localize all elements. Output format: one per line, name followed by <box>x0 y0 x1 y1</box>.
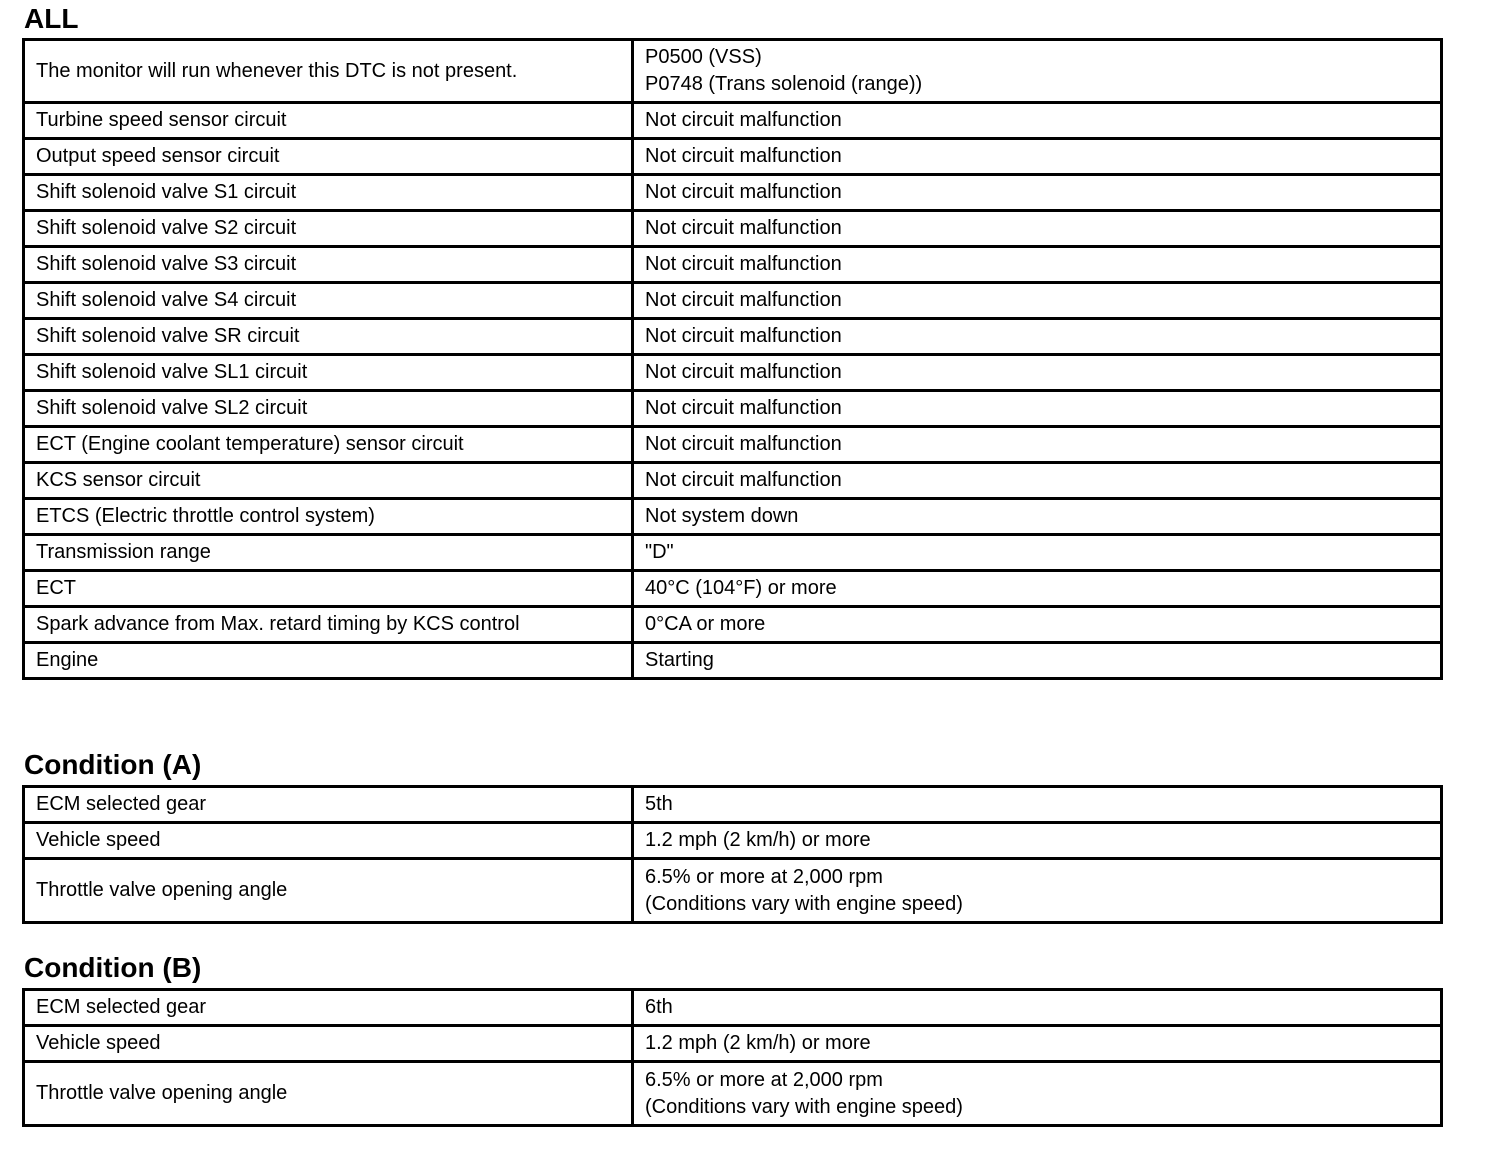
condition-value-line: 6th <box>645 996 673 1018</box>
condition-value <box>633 283 1442 319</box>
condition-label: Shift solenoid valve S1 circuit <box>24 175 633 211</box>
condition-label: Throttle valve opening angle <box>24 859 633 923</box>
condition-value-line: P0500 (VSS) <box>645 46 762 68</box>
condition-value-line: (Conditions vary with engine speed) <box>645 892 963 915</box>
condition-value-line: 6.5% or more at 2,000 rpm <box>645 865 883 888</box>
table-row <box>24 535 1442 571</box>
condition-value-line: Not circuit malfunction <box>645 217 842 239</box>
condition-value <box>633 990 1442 1026</box>
condition-value-line: 1.2 mph (2 km/h) or more <box>645 829 871 851</box>
condition-label: Shift solenoid valve SL1 circuit <box>24 355 633 391</box>
condition-value-line: Not circuit malfunction <box>645 253 842 275</box>
condition-value-line: (Conditions vary with engine speed) <box>645 1095 963 1118</box>
condition-value-line: Not circuit malfunction <box>645 433 842 455</box>
condition-value-line: Not circuit malfunction <box>645 325 842 347</box>
table-body <box>24 787 1442 923</box>
condition-label: Engine <box>24 643 633 679</box>
condition-label: ECT (Engine coolant temperature) sensor circuit <box>24 427 633 463</box>
table-row <box>24 499 1442 535</box>
condition-label: Vehicle speed <box>24 1026 633 1062</box>
section-condition-b <box>22 951 1440 1127</box>
table-row <box>24 40 1442 103</box>
spec-table-all <box>22 38 1443 680</box>
table-body <box>24 990 1442 1126</box>
table-row <box>24 859 1442 923</box>
condition-value-line: 0°CA or more <box>645 613 766 635</box>
condition-value-line: Not circuit malfunction <box>645 109 842 131</box>
condition-value <box>633 247 1442 283</box>
table-row <box>24 175 1442 211</box>
condition-label: ECM selected gear <box>24 990 633 1026</box>
condition-value-line: Starting <box>645 649 714 671</box>
condition-label: KCS sensor circuit <box>24 463 633 499</box>
condition-value-line: 6.5% or more at 2,000 rpm <box>645 1068 883 1091</box>
condition-value <box>633 40 1442 103</box>
condition-label: Shift solenoid valve SR circuit <box>24 319 633 355</box>
condition-value <box>633 1062 1442 1126</box>
condition-label: Shift solenoid valve S3 circuit <box>24 247 633 283</box>
condition-value <box>633 787 1442 823</box>
table-row <box>24 1062 1442 1126</box>
spec-table-condition-b <box>22 988 1443 1127</box>
condition-value <box>633 355 1442 391</box>
condition-label: Output speed sensor circuit <box>24 139 633 175</box>
condition-value <box>633 175 1442 211</box>
table-row <box>24 103 1442 139</box>
condition-value <box>633 139 1442 175</box>
condition-value <box>633 427 1442 463</box>
condition-value-line: 5th <box>645 793 673 815</box>
table-row <box>24 427 1442 463</box>
condition-value <box>633 643 1442 679</box>
table-row <box>24 607 1442 643</box>
condition-label: Turbine speed sensor circuit <box>24 103 633 139</box>
section-title: Condition (A) <box>24 749 202 780</box>
condition-label: Spark advance from Max. retard timing by KCS control <box>24 607 633 643</box>
table-row <box>24 355 1442 391</box>
table-row <box>24 283 1442 319</box>
condition-value-line: Not circuit malfunction <box>645 361 842 383</box>
condition-value-line: Not circuit malfunction <box>645 181 842 203</box>
condition-value-line: Not circuit malfunction <box>645 289 842 311</box>
table-row <box>24 463 1442 499</box>
condition-value <box>633 535 1442 571</box>
condition-label: ETCS (Electric throttle control system) <box>24 499 633 535</box>
condition-value-line: 1.2 mph (2 km/h) or more <box>645 1032 871 1054</box>
table-row <box>24 1026 1442 1062</box>
condition-value <box>633 391 1442 427</box>
table-row <box>24 211 1442 247</box>
condition-value-line: Not circuit malfunction <box>645 397 842 419</box>
table-body <box>24 40 1442 679</box>
table-row <box>24 139 1442 175</box>
section-condition-a <box>22 748 1440 924</box>
condition-label: The monitor will run whenever this DTC is not present. <box>24 40 633 103</box>
condition-value-line: Not circuit malfunction <box>645 469 842 491</box>
condition-value-line: Not system down <box>645 505 799 527</box>
condition-value <box>633 499 1442 535</box>
condition-value-line: Not circuit malfunction <box>645 145 842 167</box>
condition-value <box>633 571 1442 607</box>
spec-table-condition-a <box>22 785 1443 924</box>
table-row <box>24 391 1442 427</box>
condition-value <box>633 607 1442 643</box>
condition-label: Vehicle speed <box>24 823 633 859</box>
condition-value <box>633 103 1442 139</box>
condition-value <box>633 823 1442 859</box>
section-all <box>22 2 1440 680</box>
condition-value-line: P0748 (Trans solenoid (range)) <box>645 73 923 95</box>
section-title: ALL <box>24 3 79 34</box>
condition-label: Shift solenoid valve SL2 circuit <box>24 391 633 427</box>
table-row <box>24 823 1442 859</box>
table-row <box>24 787 1442 823</box>
condition-value <box>633 463 1442 499</box>
section-title: Condition (B) <box>24 952 202 983</box>
condition-label: ECM selected gear <box>24 787 633 823</box>
condition-value <box>633 211 1442 247</box>
condition-label: ECT <box>24 571 633 607</box>
table-row <box>24 643 1442 679</box>
condition-label: Transmission range <box>24 535 633 571</box>
condition-value-line: "D" <box>645 541 674 563</box>
condition-label: Throttle valve opening angle <box>24 1062 633 1126</box>
condition-label: Shift solenoid valve S2 circuit <box>24 211 633 247</box>
condition-value <box>633 319 1442 355</box>
table-row <box>24 990 1442 1026</box>
table-row <box>24 571 1442 607</box>
condition-label: Shift solenoid valve S4 circuit <box>24 283 633 319</box>
table-row <box>24 319 1442 355</box>
condition-value <box>633 859 1442 923</box>
condition-value <box>633 1026 1442 1062</box>
condition-value-line: 40°C (104°F) or more <box>645 577 837 599</box>
table-row <box>24 247 1442 283</box>
